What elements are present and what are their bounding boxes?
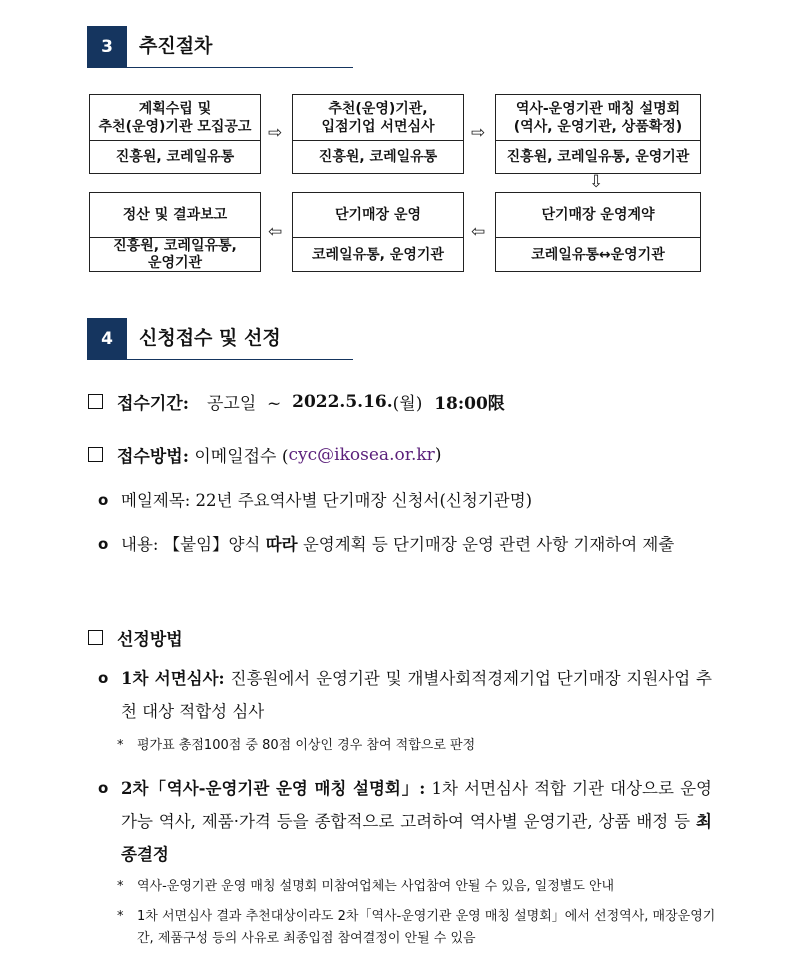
flow-step-matching: [495, 94, 701, 174]
step1-desc: 진흥원에서 운영기관 및 개별사회적경제기업 단기매장 지원사업 추천 대상 적합성 심사: [121, 669, 712, 721]
flow-step-plan: [89, 94, 261, 174]
step2-desc: 1차 서면심사 적합 기관 대상으로 운영가능 역사, 제품·가격 등을 종합적으로 고려하여 역사별 운영기관, 상품 배정 등: [121, 779, 712, 831]
section-underline: [127, 359, 353, 360]
down-arrow-icon: ⇩: [589, 172, 604, 192]
step2-title: 차「역사-운영기관 운영 매칭 설명회」:: [132, 779, 426, 798]
period-start: 공고일 ~: [206, 394, 293, 414]
content-item: [98, 528, 712, 561]
period-end-date: 2022.5.16.: [292, 391, 393, 412]
content-text-a: 내용: 【붙임】양식: [121, 535, 266, 554]
right-arrow-icon: ⇨: [471, 123, 486, 143]
flow-step-title: 단기매장 운영계약: [496, 193, 700, 238]
step1-note-text: 평가표 총점100점 중 80점 이상인 경우 참여 적합으로 판정: [137, 738, 476, 753]
bullet-icon: o: [98, 669, 109, 687]
email-link[interactable]: cyc@ikosea.or.kr: [288, 444, 435, 465]
section-title: 신청접수 및 선정: [139, 327, 281, 349]
bullet-icon: o: [98, 535, 109, 553]
flow-step-owner: 진흥원, 코레일유통, 운영기관: [506, 149, 690, 165]
section-number: 4: [87, 318, 127, 360]
step2-note-1-text: 역사-운영기관 운영 매칭 설명회 미참여업체는 사업참여 안될 수 있음, 일정별도 안내: [137, 879, 615, 894]
content-text-c: 운영계획 등 단기매장 운영 관련 사항 기재하여 제출: [297, 535, 675, 554]
note-mark: *: [117, 909, 124, 924]
application-period: [88, 389, 505, 414]
flow-step-owner: 진흥원, 코레일유통, 운영기관: [113, 238, 237, 271]
flow-step-title: 정산 및 결과보고: [90, 193, 260, 238]
method-value: 이메일접수 (: [188, 447, 289, 467]
left-arrow-icon: ⇦: [471, 222, 486, 242]
flow-step-owner: 진흥원, 코레일유통: [318, 149, 438, 165]
checkbox-icon: [88, 447, 103, 462]
application-method: [88, 442, 441, 467]
period-end-day: (월): [392, 394, 423, 414]
note-mark: *: [117, 879, 124, 894]
flow-step-owner: 코레일유통, 운영기관: [312, 246, 444, 263]
period-end-time: 18:00限: [422, 394, 505, 414]
section-underline: [127, 67, 353, 68]
flow-step-owner: 진흥원, 코레일유통: [115, 149, 235, 165]
mail-subject-text: 메일제목: 22년 주요역사별 단기매장 신청서(신청기관명): [121, 491, 533, 510]
step1-title: 차 서면심사:: [132, 669, 225, 688]
step2-item: [98, 772, 712, 871]
section-title: 추진절차: [139, 35, 213, 57]
flow-step-title: 단기매장 운영: [293, 193, 463, 238]
flow-step-operation: [292, 192, 464, 272]
note-mark: *: [117, 738, 124, 753]
left-arrow-icon: ⇦: [268, 222, 283, 242]
checkbox-icon: [88, 630, 103, 645]
flow-step-screening: [292, 94, 464, 174]
section-number: 3: [87, 26, 127, 68]
mail-subject-item: [98, 484, 712, 517]
step2-note-1: [117, 876, 720, 898]
method-close: ): [434, 444, 442, 465]
period-label: 접수기간:: [117, 394, 189, 414]
section-4-header: [87, 318, 353, 360]
content-text-b: 따라: [265, 535, 298, 554]
selection-label: 선정방법: [117, 630, 183, 650]
flow-step-owner: 코레일유통↔운영기관: [531, 246, 665, 263]
section-3-header: [87, 26, 353, 68]
bullet-icon: o: [98, 491, 109, 509]
selection-method: [88, 625, 183, 650]
flow-step-title: 추천(운영)기관, 입점기업 서면심사: [293, 95, 463, 141]
bullet-icon: o: [98, 779, 109, 797]
flow-step-contract: [495, 192, 701, 272]
step2-final: 최종결정: [121, 812, 712, 864]
step2-note-2-text: 1차 서면심사 결과 추천대상이라도 2차「역사-운영기관 운영 매칭 설명회」에서 선정역사, 매장운영기간, 제품구성 등의 사유로 최종입점 참여결정이 안될 수 있음: [137, 909, 716, 946]
flow-step-title: 계획수립 및 추천(운영)기관 모집공고: [90, 95, 260, 141]
step1-number: 1: [121, 669, 133, 688]
checkbox-icon: [88, 394, 103, 409]
step2-note-2: [117, 906, 720, 950]
flow-step-settlement: [89, 192, 261, 272]
right-arrow-icon: ⇨: [268, 123, 283, 143]
step1-item: [98, 662, 712, 728]
method-label: 접수방법:: [117, 447, 189, 467]
step1-note: [117, 735, 720, 757]
flow-step-title: 역사-운영기관 매칭 설명회 (역사, 운영기관, 상품확정): [496, 95, 700, 141]
step2-number: 2: [121, 779, 133, 798]
